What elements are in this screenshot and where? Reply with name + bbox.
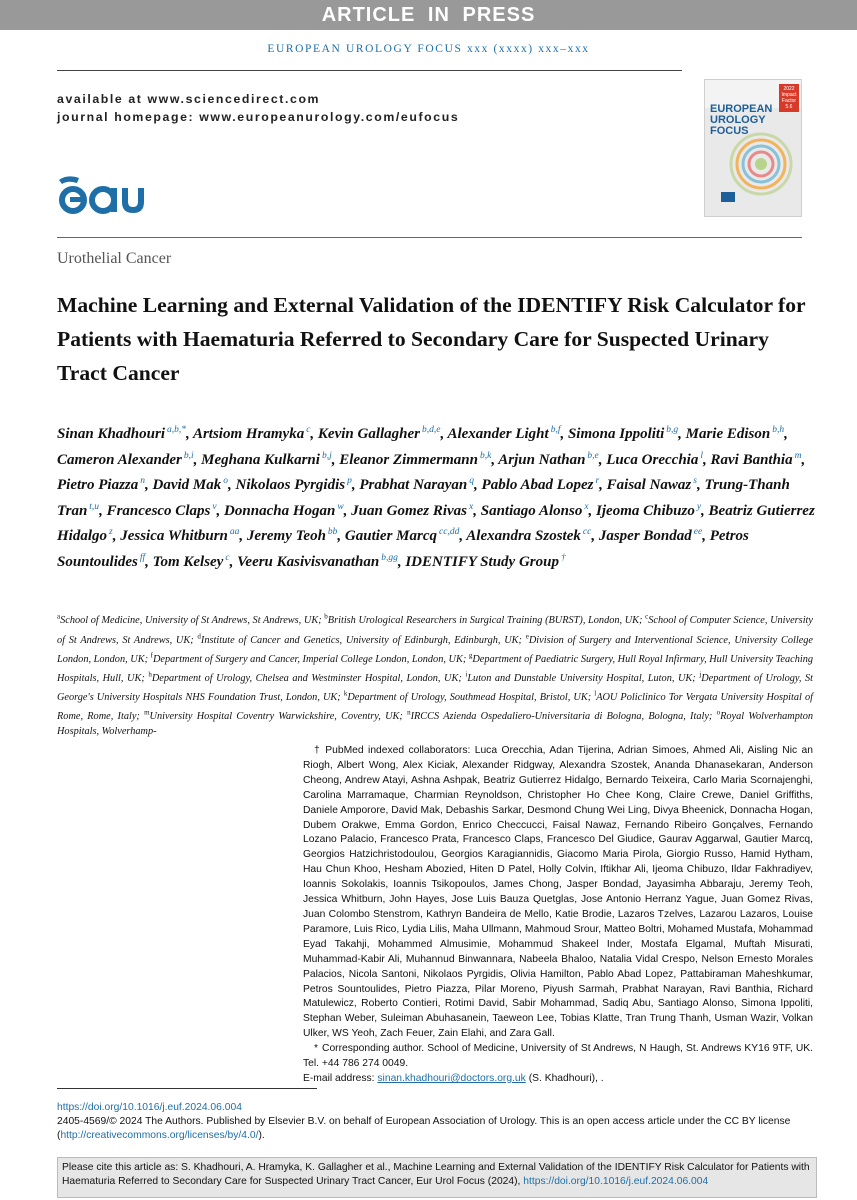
author[interactable]: Tom Kelsey $^c$ — [152, 552, 230, 570]
author[interactable]: Marie Edison $^{b,h}$ — [685, 425, 785, 442]
citation-text: Please cite this article as: S. Khadhouri, A. Hramyka, K. Gallagher et al., Machine Learning and External Validation of the IDENTIFY Risk Calculator for Patients with Haematuria Referred to Secondary Care for Suspected Urinary Tract Cancer, Eur Urol Focus (2024), — [62, 1162, 810, 1187]
author[interactable]: Veeru Kasivisvanathan $^{b,gg}$ — [237, 552, 398, 570]
affiliation: $^g$Department of Paediatric Surgery, Hull Royal Infirmary, Hull University Teaching Hospitals, Hull, UK; — [57, 651, 814, 684]
cover-title-line1: EUROPEAN — [710, 103, 773, 115]
license-close: ). — [258, 1129, 265, 1141]
banner-text: ARTICLE IN PRESS — [321, 3, 536, 26]
author[interactable]: Arjun Nathan $^{b,e}$ — [498, 450, 599, 468]
author[interactable]: Jasper Bondad $^{ee}$ — [598, 527, 703, 545]
affiliation: $^o$Royal Wolverhampton Hospitals, Wolverhamp- — [57, 708, 814, 737]
author[interactable]: David Mak $^o$ — [152, 476, 228, 494]
affiliation: $^n$IRCCS Azienda Ospedaliero-Universitaria di Bologna, Bologna, Italy; — [407, 708, 713, 723]
email-label: E-mail address: — [303, 1072, 375, 1084]
affiliation: $^j$Department of Urology, St George's University Hospitals NHS Foundation Trust, London, UK; — [57, 670, 814, 703]
availability-info — [57, 90, 459, 126]
article-in-press-banner — [0, 0, 857, 30]
journal-cover-image[interactable] — [704, 79, 802, 217]
article-title: Machine Learning and External Validation of the IDENTIFY Risk Calculator for Patients with Haematuria Referred to Secondary Care for Suspected Urinary Tract Cancer — [57, 293, 806, 385]
corresponding-author-footnote — [303, 1042, 813, 1072]
impact-factor-badge: 2022 Impact Factor 5.6 — [779, 84, 799, 112]
author[interactable]: Donnacha Hogan $^w$ — [224, 501, 344, 519]
footnotes — [303, 744, 813, 1087]
section-label: Urothelial Cancer — [57, 250, 172, 267]
footer-divider — [57, 1088, 317, 1089]
affiliation: $^b$British Urological Researchers in Surgical Training (BURST), London, UK; — [324, 613, 643, 627]
author[interactable]: Luca Orecchia $^l$ — [606, 450, 703, 468]
affiliations — [57, 610, 813, 739]
author[interactable]: Prabhat Narayan $^q$ — [359, 476, 475, 494]
email-link[interactable]: sinan.khadhouri@doctors.org.uk — [377, 1072, 526, 1084]
author[interactable]: Ravi Banthia $^m$ — [710, 450, 802, 468]
cover-title-line2: UROLOGY FOCUS — [710, 114, 766, 137]
citation-doi-link[interactable]: https://doi.org/10.1016/j.euf.2024.06.004 — [523, 1175, 709, 1187]
author[interactable]: Juan Gomez Rivas $^x$ — [351, 501, 474, 519]
author[interactable]: Artsiom Hramyka $^c$ — [192, 425, 311, 442]
affiliation: $^f$Department of Surgery and Cancer, Imperial College London, London, UK; — [150, 651, 467, 665]
author[interactable]: Alexandra Szostek $^{cc}$ — [466, 527, 592, 545]
author[interactable]: Pietro Piazza $^n$ — [57, 476, 145, 494]
license-link[interactable]: http://creativecommons.org/licenses/by/4.0/ — [60, 1129, 259, 1141]
email-line — [303, 1072, 813, 1087]
affiliation: $^d$Institute of Cancer and Genetics, University of Edinburgh, Edinburgh, UK; — [197, 632, 522, 646]
author[interactable]: Beatriz Gutierrez Hidalgo $^z$ — [57, 502, 815, 545]
affiliation: $^h$Department of Urology, Chelsea and Westminster Hospital, London, UK; — [148, 670, 462, 684]
header-divider — [57, 70, 682, 71]
cover-artwork-icon — [721, 126, 797, 206]
author[interactable]: Ijeoma Chibuzo $^y$ — [596, 501, 702, 519]
author[interactable]: Faisal Nawaz $^s$ — [606, 476, 697, 494]
author[interactable]: Jeremy Teoh $^{bb}$ — [246, 527, 338, 545]
author[interactable]: Santiago Alonso $^x$ — [480, 501, 589, 519]
author[interactable]: Francesco Claps $^v$ — [106, 501, 217, 519]
eau-logo-text: eau — [57, 172, 59, 173]
author[interactable]: Kevin Gallagher $^{b,d,e}$ — [317, 425, 441, 442]
author[interactable]: Gautier Marcq $^{cc,dd}$ — [344, 527, 460, 545]
email-suffix: (S. Khadhouri), . — [528, 1072, 604, 1084]
asterisk-mark: * — [314, 1043, 319, 1055]
author[interactable]: Cameron Alexander $^{b,i}$ — [57, 450, 194, 468]
title-divider — [57, 237, 802, 238]
sciencedirect-line[interactable]: available at www.sciencedirect.com — [57, 92, 321, 106]
journal-homepage-line[interactable]: journal homepage: www.europeanurology.com/eufocus — [57, 110, 460, 124]
affiliation: $^a$School of Medicine, University of St Andrews, St Andrews, UK; — [57, 613, 322, 627]
affiliation: $^m$University Hospital Coventry Warwickshire, Coventry, UK; — [144, 708, 403, 723]
doi-link[interactable]: https://doi.org/10.1016/j.euf.2024.06.004 — [57, 1102, 242, 1113]
affiliation: $^k$Department of Urology, Southmead Hospital, Bristol, UK; — [343, 689, 592, 703]
author[interactable]: Eleanor Zimmermann $^{b,k}$ — [339, 450, 492, 468]
citation-box — [57, 1157, 817, 1198]
author[interactable]: Nikolaos Pyrgidis $^p$ — [235, 476, 352, 494]
collaborators-text: PubMed indexed collaborators: Luca Orecchia, Adan Tijerina, Adrian Simoes, Ahmed Ali, Aisling Nic an Riogh, Albert Wong, Alex Kiciak, Alexander Ridgway, Alexandra Szostek, Ananda Dhanasekaran, Anderson Cheong, Andrew Atayi, Ashna Ashpak, Beatriz Gutierrez Hidalgo, Bernardo Teixeira, Carlo Maria Scornajenghi, Carolina Marramaque, Charmian Reynoldson, Christopher Ho Chee Kong, Claire Crewe, Daniel Griffiths, Daniele Amporore, David Mak, Debashis Sarkar, Desmond Chung Wei Ling, Divya Bheenick, Donnacha Hogan, Dubem Orakwe, Emma Gordon, Enrico Checcucci, Faisal Nawaz, Fernando Ribeiro Gonçalves, Fernando Lozano Palacio, Francesco Prata, Francesco Claps, Francesco Del Giudice, Gaurav Aggarwal, Gautier Marcq, Georgios Hatzichristodoulou, Georgios Karagiannidis, Giacomo Maria Pirola, Giorgio Russo, Hamid Hytham, Hau Chun Khoo, Hesham Abozied, Hiten D Patel, Holly Colvin, Iftikhar Ali, Ijeoma Chibuzo, Ildar Fakhradiyev, Ioannis Sokolakis, Ioannis Tsikopoulos, James Chong, Jasper Bondad, Jayasimha Abbaraju, Jeremy Teoh, Jessica Whitburn, John Hayes, Jose Luis Bauza Quetglas, Jose Antonio Herranz Yague, Juan Gomez Rivas, Juan Colombo Stenstrom, Kathryn Bandeira de Mello, Katie Brodie, Lazaros Tzelves, Lazarou Lazaros, Louise Paramore, Luis Rico, Lydia Lilis, Maha Ullmann, Mahmoud Srour, Matteo Boltri, Mohamed Mustafa, Mohammad Eyad Takahji, Mohammed Almusimie, Mohammud Shakeel Inder, Mostafa Elgamal, Muftah Misurati, Muhammad-Kabir Ali, Muhannud Binwannara, Nabeela Bhaloo, Natalia Vidal Crespo, Nelson Ernesto Morales Palacios, Nicola Santoni, Nikolaos Pyrgidis, Olivia Hamilton, Pablo Abad Lopez, Pattabiraman Maheshkumar, Petros Sountoulides, Pietro Piazza, Pilar Moreno, Piyush Sarmah, Prabhat Narayan, Ravi Banthia, Richard Matulewicz, Roberto Contieri, Rotimi David, Sabir Mohammad, Sadiq Abu, Santiago Alonso, Simona Ippoliti, Stephan Weber, Suleiman Abuhasanein, Taeweon Lee, Tobias Klatte, Tran Trung Thanh, Usman Wazir, Volkan Ulker, WS Yeoh, Zach Feuer, Zain Elahi, and Zara Gall. — [303, 745, 813, 1040]
author[interactable]: Simona Ippoliti $^{b,g}$ — [567, 425, 679, 442]
eau-logo[interactable] — [57, 172, 147, 216]
author[interactable]: Alexander Light $^{b,f}$ — [447, 425, 561, 442]
affiliation: $^e$Division of Surgery and Interventional Science, University College London, London, UK; — [57, 632, 813, 665]
collaborators-footnote — [303, 744, 813, 1042]
dagger-mark: † — [314, 745, 322, 756]
author[interactable]: Petros Sountoulides $^{ff}$ — [57, 528, 749, 570]
journal-running-head: EUROPEAN UROLOGY FOCUS xxx (xxxx) xxx–xxx — [267, 43, 590, 55]
author[interactable]: Jessica Whitburn $^{aa}$ — [120, 527, 240, 545]
author-list: Sinan Khadhouri $^{a,b,*}$, Artsiom Hramyka $^c$, Kevin Gallagher $^{b,d,e}$, Alexander Light $^{b,f}$, Simona Ippoliti $^{b,g}$, Marie Edison $^{b,h}$, Cameron Alexander $^{b,i}$, Meghana Kulkarni $^{b,j}$, Eleanor Zimmermann $^{b,k}$, Arjun Nathan $^{b,e}$, Luca Orecchia $^l$, Ravi Banthia $^m$, Pietro Piazza $^n$, David Mak $^o$, Nikolaos Pyrgidis $^p$, Prabhat Narayan $^q$, Pablo Abad Lopez $^r$, Faisal Nawaz $^s$, Trung-Thanh Tran $^{t,u}$, Francesco Claps $^v$, Donnacha Hogan $^w$, Juan Gomez Rivas $^x$, Santiago Alonso $^x$, Ijeoma Chibuzo $^y$, Beatriz Gutierrez Hidalgo $^z$, Jessica Whitburn $^{aa}$, Jeremy Teoh $^{bb}$, Gautier Marcq $^{cc,dd}$, Alexandra Szostek $^{cc}$, Jasper Bondad $^{ee}$, Petros Sountoulides $^{ff}$, Tom Kelsey $^c$, Veeru Kasivisvanathan $^{b,gg}$, IDENTIFY Study Group † — [57, 425, 815, 570]
license-statement — [57, 1115, 817, 1142]
author[interactable]: Pablo Abad Lopez $^r$ — [481, 476, 600, 494]
author[interactable]: Trung-Thanh Tran $^{t,u}$ — [57, 477, 790, 519]
affiliation: $^i$Luton and Dunstable University Hospital, Luton, UK; — [465, 670, 696, 684]
affiliation: $^l$AOU Policlinico Tor Vergata University Hospital of Rome, Rome, Italy; — [57, 689, 814, 723]
author[interactable]: IDENTIFY Study Group † — [405, 552, 566, 570]
author[interactable]: Sinan Khadhouri $^{a,b,*}$ — [57, 425, 186, 442]
license-text: 2405-4569/© 2024 The Authors. Published by Elsevier B.V. on behalf of European Association of Urology. This is an open access article under the CC BY license ( — [57, 1116, 791, 1141]
affiliation: $^c$School of Computer Science, University of St Andrews, St Andrews, UK; — [57, 613, 813, 646]
corresponding-text: Corresponding author. School of Medicine, University of St Andrews, N Haugh, St. Andrews KY16 9TF, UK. Tel. +44 786 274 0049. — [303, 1043, 813, 1070]
author[interactable]: Meghana Kulkarni $^{b,j}$ — [201, 450, 332, 468]
